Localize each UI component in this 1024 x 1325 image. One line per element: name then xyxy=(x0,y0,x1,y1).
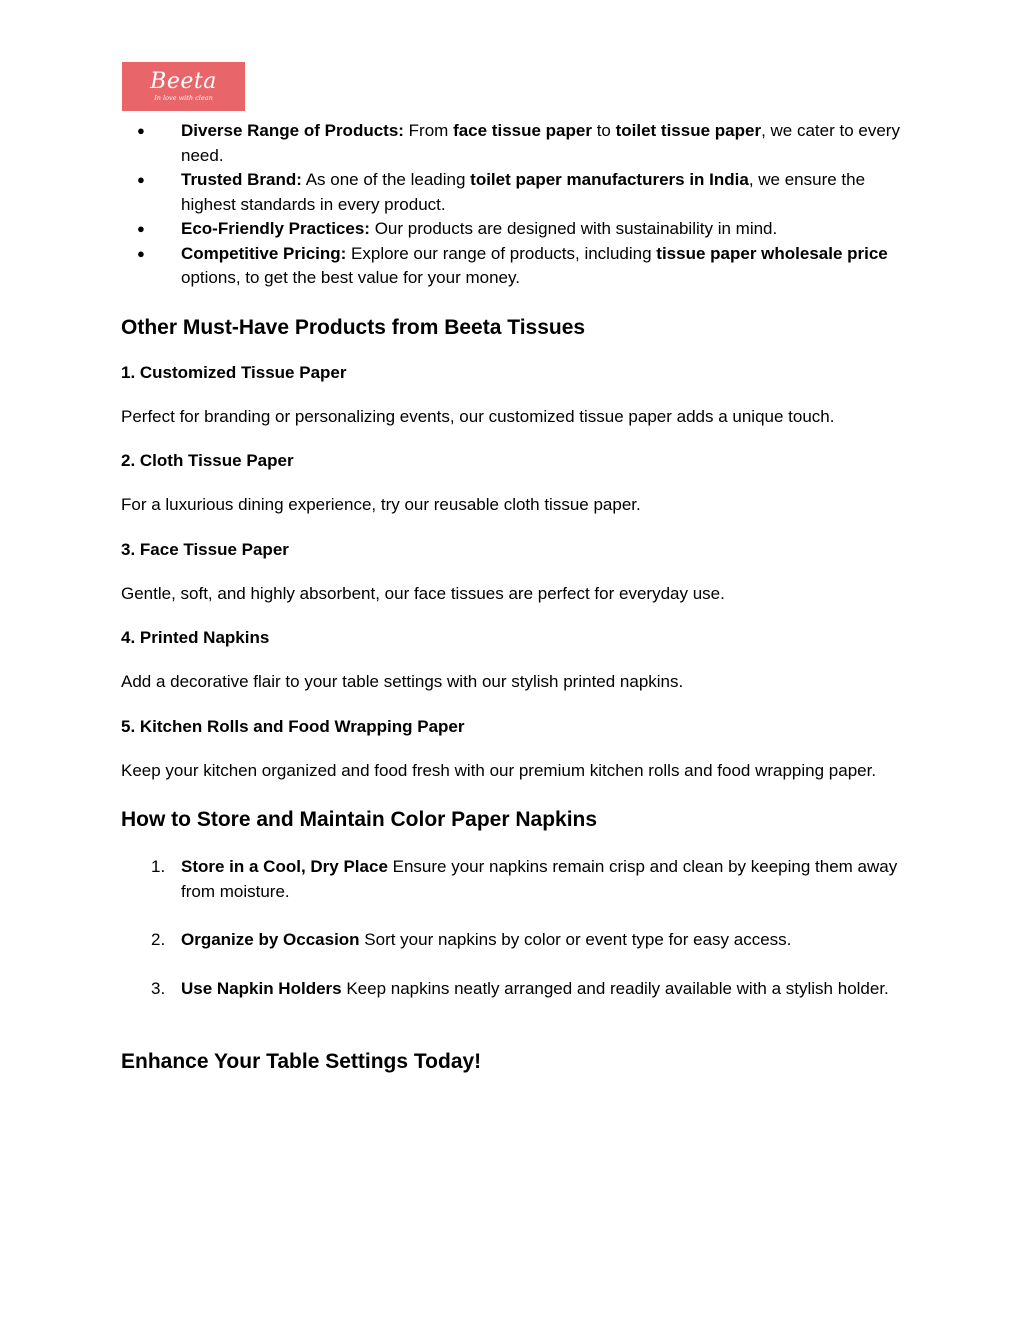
products-heading: Other Must-Have Products from Beeta Tissues xyxy=(121,315,586,339)
closing-heading: Enhance Your Table Settings Today! xyxy=(121,1050,482,1073)
list-item: ● Competitive Pricing: Explore our range of products, including tissue paper wholesale price options, to get the best value for your money. xyxy=(121,242,906,291)
product-title: 1. Customized Tissue Paper xyxy=(121,362,347,382)
list-item: ● Eco-Friendly Practices: Our products are designed with sustainability in mind. xyxy=(121,217,906,242)
product-desc: Keep your kitchen organized and food fresh with our premium kitchen rolls and food wrapping paper. xyxy=(121,760,877,780)
product-desc: Gentle, soft, and highly absorbent, our face tissues are perfect for everyday use. xyxy=(121,583,725,603)
logo-tagline: In love with clean xyxy=(154,94,213,102)
list-item: 1. Store in a Cool, Dry Place Ensure your napkins remain crisp and clean by keeping them away from moisture. xyxy=(151,857,898,901)
store-heading: How to Store and Maintain Color Paper Napkins xyxy=(121,808,598,831)
logo-brand: Beeta xyxy=(150,69,217,94)
product-desc: Perfect for branding or personalizing events, our customized tissue paper adds a unique touch. xyxy=(121,406,835,426)
benefits-list xyxy=(121,119,906,291)
product-title: 2. Cloth Tissue Paper xyxy=(121,451,294,470)
product-title: 3. Face Tissue Paper xyxy=(121,539,289,559)
product-desc: For a luxurious dining experience, try our reusable cloth tissue paper. xyxy=(121,495,641,514)
product-title: 4. Printed Napkins xyxy=(121,628,270,647)
list-item: 2. Organize by Occasion Sort your napkins by color or event type for easy access. xyxy=(151,930,792,949)
store-steps xyxy=(121,855,906,1001)
document-body xyxy=(121,119,906,1075)
list-item: 3. Use Napkin Holders Keep napkins neatly arranged and readily available with a stylish holder. xyxy=(151,978,889,998)
list-item: ● Diverse Range of Products: From face tissue paper to toilet tissue paper, we cater to every need. xyxy=(121,119,906,168)
product-title: 5. Kitchen Rolls and Food Wrapping Paper xyxy=(121,716,465,736)
beeta-logo xyxy=(122,62,245,111)
product-desc: Add a decorative flair to your table settings with our stylish printed napkins. xyxy=(121,672,684,691)
list-item: ● Trusted Brand: As one of the leading toilet paper manufacturers in India, we ensure the highest standards in every product. xyxy=(121,168,906,217)
